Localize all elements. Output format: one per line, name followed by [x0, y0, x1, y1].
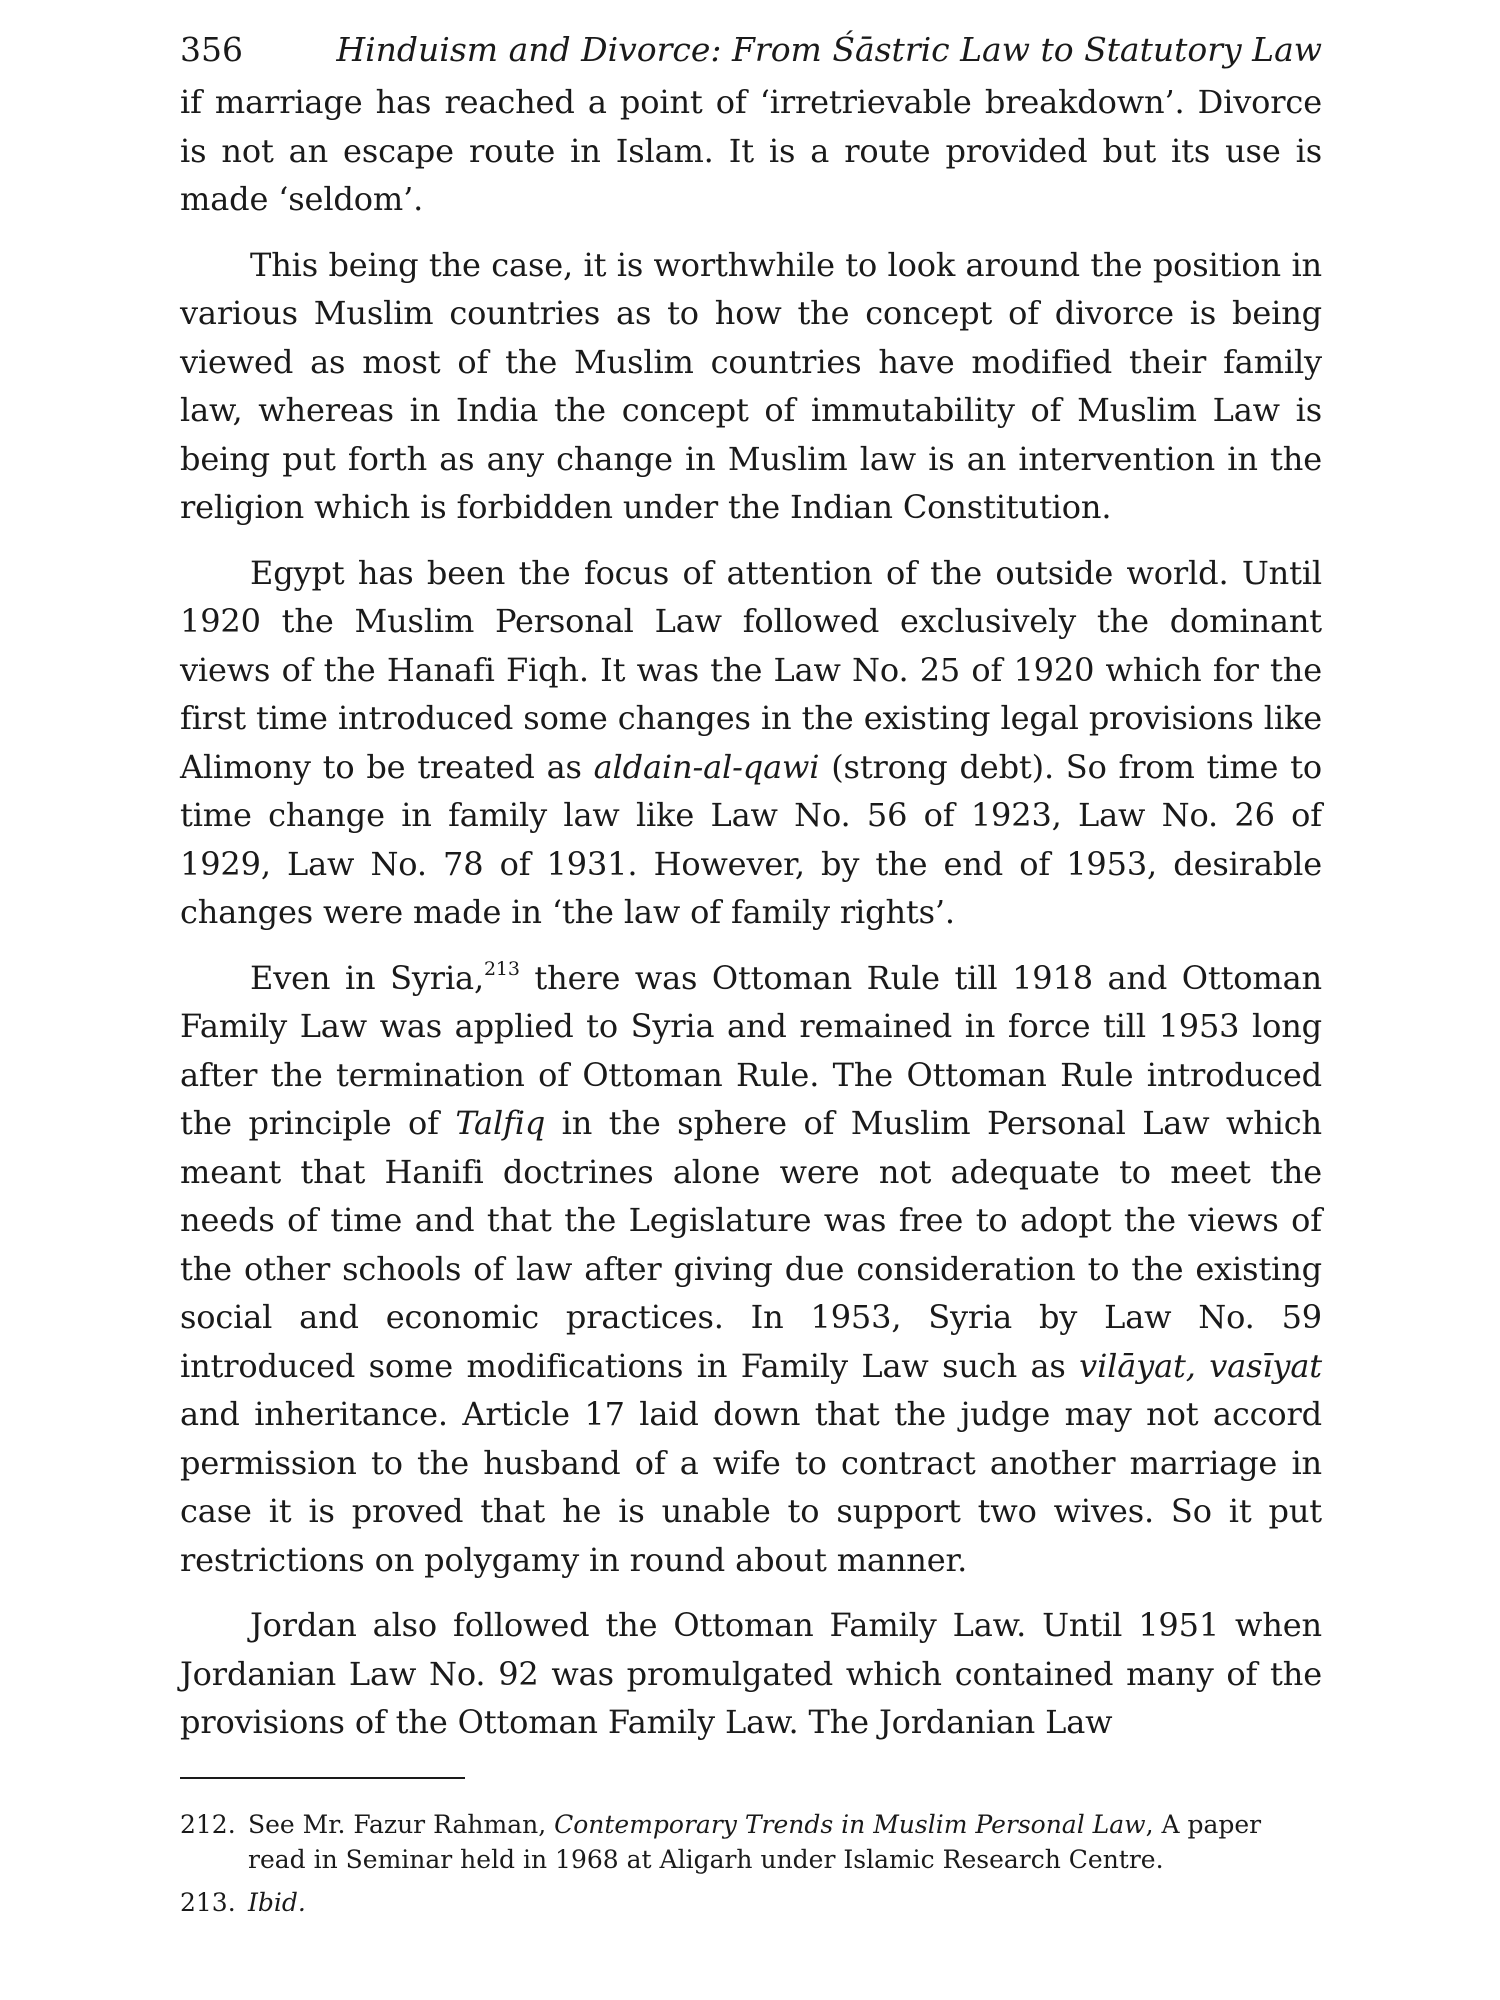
footnote-text [248, 1885, 1322, 1920]
paragraph-syria-text-b: there was Ottoman Rule till 1918 and Ottoman Family Law was applied to Syria and remained in force till 1953 long after the termination of Ottoman Rule. The Ottoman Rule introduced the principle of [180, 958, 1322, 1142]
footnote-212 [180, 1807, 1322, 1877]
footnote-source-title: Contemporary Trends in Muslim Personal Law [554, 1809, 1146, 1839]
footnote-separator [180, 1777, 465, 1779]
paragraph-egypt-text-a: Egypt has been the focus of attention of the outside world. Until 1920 the Muslim Personal Law followed exclusively the dominant views of the Hanafi Fiqh. It was the Law No. 25 of 1920 which for the first time introduced some changes in the existing legal provisions like Alimony to be treated as [180, 553, 1322, 786]
paragraph-egypt-text-b: (strong debt). So from time to time change in family law like Law No. 56 of 1923, Law No. 26 of 1929, Law No. 78 of 1931. However, by the end of 1953, desirable changes were made in ‘the law of family rights’. [180, 747, 1322, 931]
book-page [180, 28, 1322, 1928]
term-aldain-al-qawi: aldain-al-qawi [593, 747, 820, 786]
footnote-ibid: Ibid. [248, 1887, 306, 1917]
paragraph-syria-text-c: in the sphere of Muslim Personal Law which meant that Hanifi doctrines alone were not adequate to meet the needs of time and that the Legislature was free to adopt the views of the other schools of law after giving due consideration to the existing social and economic practices. In 1953, Syria by Law No. 59 introduced some modifications in Family Law such as [180, 1104, 1322, 1385]
term-talfiq: Talfiq [455, 1104, 546, 1142]
footnote-text [248, 1807, 1322, 1877]
running-title: Hinduism and Divorce: From Śāstric Law to Statutory Law [336, 30, 1322, 69]
paragraph-continued: if marriage has reached a point of ‘irretrievable breakdown’. Divorce is not an escape route in Islam. It is a route provided but its use is made ‘seldom’. [180, 83, 1322, 218]
paragraph-muslim-countries: This being the case, it is worthwhile to look around the position in various Muslim countries as to how the concept of divorce is being viewed as most of the Muslim countries have modified their family law, whereas in India the concept of immutability of Muslim Law is being put forth as any change in Muslim law is an intervention in the religion which is forbidden under the Indian Constitution. [180, 245, 1322, 526]
footnotes [180, 1807, 1322, 1920]
paragraph-syria [180, 954, 1322, 1585]
paragraph-egypt [180, 549, 1322, 937]
running-header [180, 28, 1322, 72]
footnote-213 [180, 1885, 1322, 1920]
footnote-text-b: , A paper read in Seminar held in 1968 at Aligarh under Islamic Research Centre. [248, 1809, 1262, 1874]
paragraph-syria-text-a: Even in Syria, [250, 958, 484, 997]
footnote-number: 213. [180, 1887, 236, 1917]
page-number: 356 [180, 30, 243, 69]
footnote-text-a: See Mr. Fazur Rahman, [248, 1809, 555, 1839]
paragraph-jordan: Jordan also followed the Ottoman Family Law. Until 1951 when Jordanian Law No. 92 was promulgated which contained many of the provisions of the Ottoman Family Law. The Jordanian Law [180, 1606, 1322, 1741]
footnote-ref-213[interactable]: 213 [483, 957, 520, 980]
paragraph-syria-text-d: and inheritance. Article 17 laid down that the judge may not accord permission to the husband of a wife to contract another marriage in case it is proved that he is unable to support two wives. So it put restrictions on polygamy in round about manner. [180, 1395, 1322, 1579]
footnote-number: 212. [180, 1809, 236, 1839]
term-vilayat-vasiyat: vilāyat, vasīyat [1079, 1346, 1323, 1385]
